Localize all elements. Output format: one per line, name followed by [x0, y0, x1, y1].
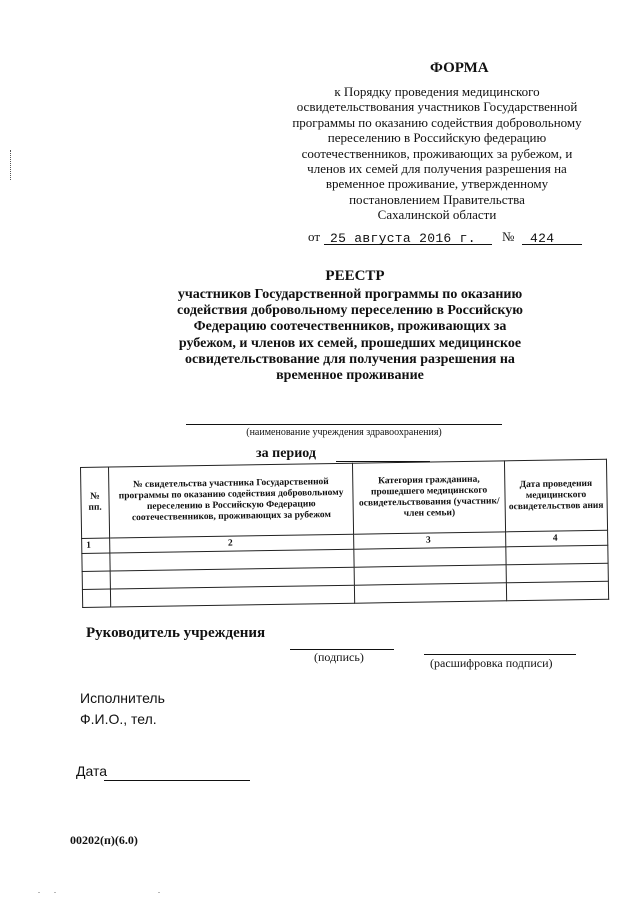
subtitle-line: Федерацию соотечественников, проживающих за: [193, 319, 507, 335]
executor-contact-label: Ф.И.О., тел.: [80, 711, 157, 727]
scan-margin-marks: [10, 150, 13, 180]
table-cell[interactable]: [506, 581, 608, 601]
approval-line: соотечественников, проживающих за рубежом, и: [301, 145, 573, 161]
institution-field-label: (наименование учреждения здравоохранения): [246, 427, 442, 438]
approval-line: программы по оказанию содействия добровольному: [292, 114, 582, 130]
signature-decode-label: (расшифровка подписи): [430, 656, 553, 670]
ot-label: от: [308, 229, 321, 244]
approval-line: освидетельствования участников Государственной: [296, 99, 578, 115]
signature-decode-field-line[interactable]: [424, 654, 576, 655]
column-header-category: Категория гражданина, прошедшего медицинского освидетельствования (участник/член семьи): [353, 461, 506, 534]
column-number: 4: [506, 530, 608, 547]
column-number: 1: [82, 538, 110, 553]
column-number: 2: [110, 534, 355, 553]
subtitle-line: участников Государственной программы по оказанию: [177, 287, 523, 302]
approval-line: членов их семей для получения разрешения на: [307, 161, 567, 177]
column-number: 3: [354, 532, 506, 549]
head-of-institution-label: Руководитель учреждения: [86, 625, 266, 641]
table-cell[interactable]: [82, 589, 110, 607]
approval-reference: [288, 84, 586, 223]
date-label: Дата: [76, 763, 108, 779]
subtitle-line: освидетельствование для получения разрешения на: [185, 351, 515, 367]
signature-label: (подпись): [314, 650, 364, 664]
scan-artifact-dots: . . .: [38, 886, 166, 895]
registry-subtitle: [150, 287, 550, 384]
decree-number: 424: [530, 231, 555, 246]
executor-label: Исполнитель: [80, 690, 165, 706]
registry-title: РЕЕСТР: [325, 268, 385, 284]
approval-line: временное проживание, утвержденному: [325, 176, 549, 192]
approval-line: постановлением Правительства: [349, 191, 525, 207]
registry-table: [80, 459, 609, 608]
column-header-certificate: № свидетельства участника Государственной программы по оказанию содействия добровольному переселению в Российскую Федерацию соотечественников, проживающих за рубежом: [108, 463, 353, 538]
period-label: за период: [256, 446, 316, 461]
form-label: ФОРМА: [430, 60, 489, 76]
table-header-row: [81, 459, 608, 538]
table-cell[interactable]: [110, 585, 355, 607]
subtitle-line: рубежом, и членов их семей, прошедших медицинское: [178, 335, 522, 351]
subtitle-line: временное проживание: [276, 368, 424, 384]
institution-field-line[interactable]: [186, 424, 502, 425]
table-cell[interactable]: [354, 565, 506, 585]
table-cell[interactable]: [506, 545, 608, 565]
table-cell[interactable]: [82, 571, 110, 589]
approval-line: Сахалинской области: [377, 207, 497, 223]
approval-line: переселению в Российскую федерацию: [327, 130, 547, 146]
table-cell[interactable]: [506, 563, 608, 583]
date-field-line[interactable]: [104, 780, 250, 781]
table-cell[interactable]: [354, 547, 506, 567]
column-header-number: № пп.: [81, 467, 110, 538]
decree-date: 25 августа 2016 г.: [330, 231, 476, 246]
subtitle-line: содействия добровольному переселению в Российскую: [177, 303, 523, 319]
decree-date-number: [308, 229, 588, 251]
table-cell[interactable]: [355, 583, 507, 603]
table-cell[interactable]: [82, 553, 110, 571]
form-code: 00202(п)(6.0): [70, 833, 138, 847]
column-header-exam-date: Дата проведения медицинского освидетельствов ания: [505, 459, 608, 532]
number-label: №: [502, 229, 515, 244]
approval-line: к Порядку проведения медицинского: [334, 84, 540, 99]
